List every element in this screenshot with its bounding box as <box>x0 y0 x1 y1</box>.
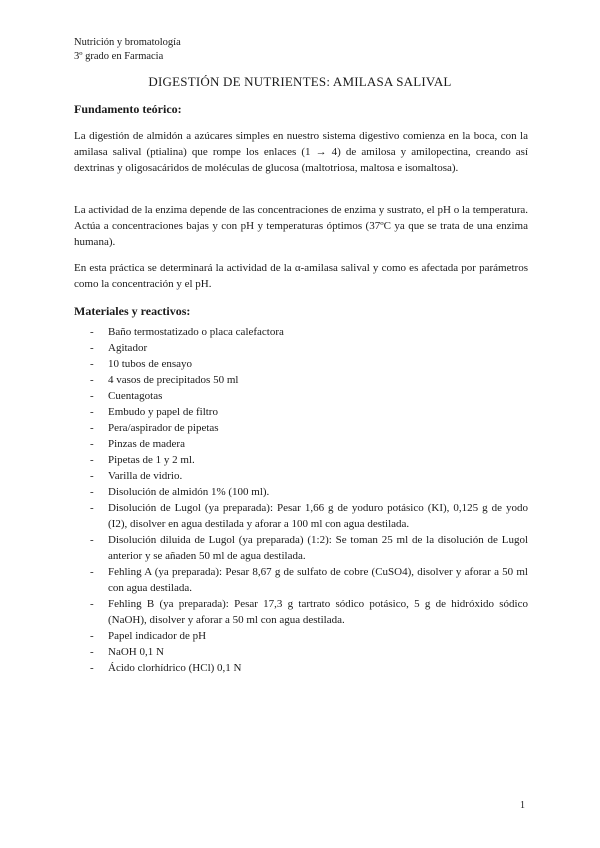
list-bullet: - <box>90 534 94 546</box>
list-item <box>74 564 528 596</box>
list-bullet: - <box>90 486 94 498</box>
list-bullet: - <box>90 598 94 610</box>
list-item <box>74 372 528 388</box>
list-item-text: Pinzas de madera <box>108 438 185 450</box>
list-item <box>74 324 528 340</box>
document-header <box>74 36 181 64</box>
header-course: 3º grado en Farmacia <box>74 51 164 62</box>
list-item-text: Fehling A (ya preparada): Pesar 8,67 g de sulfato de cobre (CuSO4), disolver y aforar a 50 ml con agua destilada. <box>108 566 528 594</box>
list-item-text: Baño termostatizado o placa calefactora <box>108 326 284 338</box>
list-bullet: - <box>90 342 94 354</box>
list-bullet: - <box>90 566 94 578</box>
list-item <box>74 660 528 676</box>
list-bullet: - <box>90 470 94 482</box>
list-bullet: - <box>90 502 94 514</box>
list-item-text: Cuentagotas <box>108 390 163 402</box>
materials-list <box>74 324 528 676</box>
list-bullet: - <box>90 646 94 658</box>
list-item <box>74 340 528 356</box>
list-item-text: Disolución diluida de Lugol (ya preparada) (1:2): Se toman 25 ml de la disolución de Lugol anterior y se añaden 50 ml de agua destilada. <box>108 534 528 562</box>
list-item <box>74 532 528 564</box>
list-bullet: - <box>90 374 94 386</box>
list-item-text: Disolución de Lugol (ya preparada): Pesar 1,66 g de yoduro potásico (KI), 0,125 g de yodo (I2), disolver en agua destilada y aforar a 100 ml con agua destilada. <box>108 502 528 530</box>
list-bullet: - <box>90 326 94 338</box>
fundamento-paragraph-3: En esta práctica se determinará la actividad de la α-amilasa salival y como es afectada por parámetros como la concentración y el pH. <box>74 262 528 290</box>
list-item-text: Embudo y papel de filtro <box>108 406 218 418</box>
list-item-text: Agitador <box>108 342 148 354</box>
fundamento-paragraph-2: La actividad de la enzima depende de las concentraciones de enzima y sustrato, el pH o la temperatura. Actúa a concentraciones bajas y con pH y temperaturas óptimos (37ºC ya que se trata de una enzima humana). <box>74 204 528 248</box>
list-item-text: Pipetas de 1 y 2 ml. <box>108 454 195 466</box>
materiales-heading: Materiales y reactivos: <box>74 304 191 318</box>
list-item <box>74 596 528 628</box>
list-item <box>74 420 528 436</box>
list-bullet: - <box>90 662 94 674</box>
list-item <box>74 484 528 500</box>
list-item-text: Varilla de vidrio. <box>108 470 183 482</box>
page-title: DIGESTIÓN DE NUTRIENTES: AMILASA SALIVAL <box>148 74 452 89</box>
list-item <box>74 628 528 644</box>
list-item <box>74 644 528 660</box>
fundamento-heading: Fundamento teórico: <box>74 102 182 116</box>
list-bullet: - <box>90 390 94 402</box>
list-item-text: Fehling B (ya preparada): Pesar 17,3 g tartrato sódico potásico, 5 g de hidróxido sódico (NaOH), disolver y aforar a 50 ml con agua destilada. <box>108 598 528 626</box>
list-item <box>74 388 528 404</box>
header-subject: Nutrición y bromatología <box>74 37 181 48</box>
list-item <box>74 404 528 420</box>
list-bullet: - <box>90 438 94 450</box>
list-item-text: 4 vasos de precipitados 50 ml <box>108 374 239 386</box>
list-bullet: - <box>90 406 94 418</box>
list-item-text: Ácido clorhídrico (HCl) 0,1 N <box>108 662 242 674</box>
list-bullet: - <box>90 358 94 370</box>
list-item-text: Pera/aspirador de pipetas <box>108 422 219 434</box>
list-item <box>74 452 528 468</box>
list-bullet: - <box>90 422 94 434</box>
list-item-text: Papel indicador de pH <box>108 630 207 642</box>
list-item <box>74 356 528 372</box>
list-bullet: - <box>90 630 94 642</box>
list-item-text: NaOH 0,1 N <box>108 646 164 658</box>
page-number: 1 <box>520 800 525 811</box>
fundamento-paragraph-1: La digestión de almidón a azúcares simples en nuestro sistema digestivo comienza en la boca, con la amilasa salival (ptialina) que rompe los enlaces (1 → 4) de amilosa y amilopectina, creando así dextrinas y oligosacáridos de moléculas de glucosa (maltotriosa, maltosa e isomaltosa). <box>74 130 528 174</box>
list-item <box>74 468 528 484</box>
list-item-text: 10 tubos de ensayo <box>108 358 193 370</box>
list-item <box>74 500 528 532</box>
list-item-text: Disolución de almidón 1% (100 ml). <box>108 486 270 498</box>
list-item <box>74 436 528 452</box>
list-bullet: - <box>90 454 94 466</box>
